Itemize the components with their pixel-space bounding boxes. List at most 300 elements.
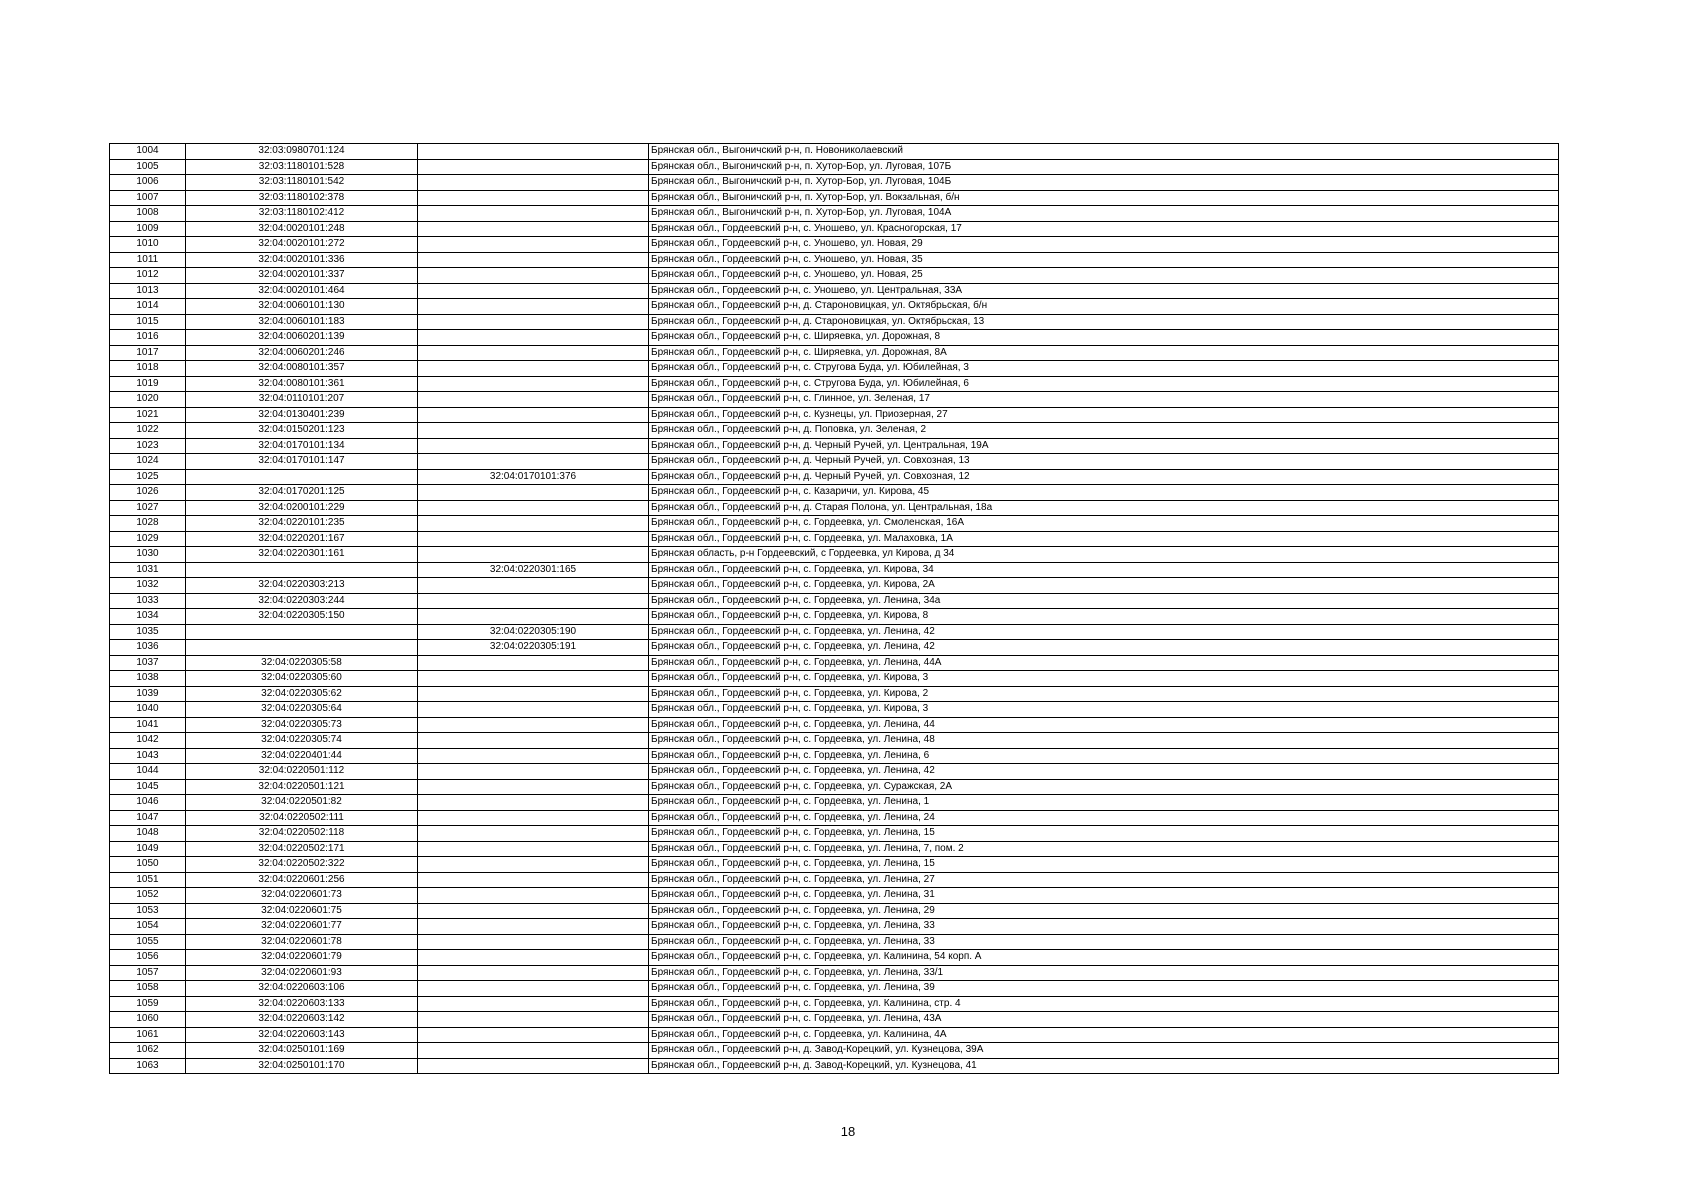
- table-row: [110, 454, 1559, 470]
- address-cell: Брянская обл., Гордеевский р-н, с. Стругова Буда, ул. Юбилейная, 3: [649, 361, 1559, 377]
- row-number-cell: 1053: [110, 903, 186, 919]
- address-cell: Брянская обл., Гордеевский р-н, с. Гордеевка, ул. Кирова, 3: [649, 702, 1559, 718]
- table-row: [110, 888, 1559, 904]
- address-cell: Брянская обл., Гордеевский р-н, с. Гордеевка, ул. Ленина, 7, пом. 2: [649, 841, 1559, 857]
- table-row: [110, 857, 1559, 873]
- table-row: [110, 345, 1559, 361]
- secondary-cadastral-number-cell: [418, 314, 649, 330]
- table-row: [110, 795, 1559, 811]
- table-row: [110, 144, 1559, 160]
- cadastral-number-cell: 32:04:0220603:142: [186, 1012, 418, 1028]
- address-cell: Брянская обл., Гордеевский р-н, с. Гордеевка, ул. Ленина, 24: [649, 810, 1559, 826]
- address-cell: Брянская обл., Гордеевский р-н, с. Уношево, ул. Красногорская, 17: [649, 221, 1559, 237]
- row-number-cell: 1012: [110, 268, 186, 284]
- address-cell: Брянская обл., Гордеевский р-н, с. Гордеевка, ул. Кирова, 2: [649, 686, 1559, 702]
- address-cell: Брянская обл., Выгоничский р-н, п. Хутор-Бор, ул. Луговая, 104А: [649, 206, 1559, 222]
- table-row: [110, 764, 1559, 780]
- secondary-cadastral-number-cell: [418, 872, 649, 888]
- secondary-cadastral-number-cell: [418, 764, 649, 780]
- address-cell: Брянская обл., Гордеевский р-н, д. Староновицкая, ул. Октябрьская, б/н: [649, 299, 1559, 315]
- table-row: [110, 593, 1559, 609]
- address-cell: Брянская обл., Гордеевский р-н, с. Гордеевка, ул. Малаховка, 1А: [649, 531, 1559, 547]
- table-row: [110, 671, 1559, 687]
- cadastral-number-cell: 32:04:0080101:357: [186, 361, 418, 377]
- address-cell: Брянская обл., Гордеевский р-н, с. Гордеевка, ул. Ленина, 33: [649, 919, 1559, 935]
- row-number-cell: 1017: [110, 345, 186, 361]
- table-row: [110, 702, 1559, 718]
- secondary-cadastral-number-cell: [418, 252, 649, 268]
- table-row: [110, 640, 1559, 656]
- row-number-cell: 1051: [110, 872, 186, 888]
- cadastral-number-cell: 32:04:0220305:73: [186, 717, 418, 733]
- table-row: [110, 469, 1559, 485]
- cadastral-number-cell: 32:04:0080101:361: [186, 376, 418, 392]
- address-cell: Брянская обл., Гордеевский р-н, с. Гордеевка, ул. Ленина, 33: [649, 934, 1559, 950]
- address-cell: Брянская обл., Гордеевский р-н, с. Стругова Буда, ул. Юбилейная, 6: [649, 376, 1559, 392]
- row-number-cell: 1057: [110, 965, 186, 981]
- cadastral-number-cell: 32:04:0020101:336: [186, 252, 418, 268]
- row-number-cell: 1026: [110, 485, 186, 501]
- table-row: [110, 175, 1559, 191]
- row-number-cell: 1044: [110, 764, 186, 780]
- table-row: [110, 423, 1559, 439]
- row-number-cell: 1015: [110, 314, 186, 330]
- address-cell: Брянская область, р-н Гордеевский, с Гордеевка, ул Кирова, д 34: [649, 547, 1559, 563]
- table-row: [110, 826, 1559, 842]
- table-row: [110, 252, 1559, 268]
- secondary-cadastral-number-cell: 32:04:0170101:376: [418, 469, 649, 485]
- secondary-cadastral-number-cell: [418, 1043, 649, 1059]
- address-cell: Брянская обл., Гордеевский р-н, с. Ширяевка, ул. Дорожная, 8: [649, 330, 1559, 346]
- cadastral-number-cell: 32:04:0220601:256: [186, 872, 418, 888]
- secondary-cadastral-number-cell: [418, 655, 649, 671]
- secondary-cadastral-number-cell: [418, 299, 649, 315]
- secondary-cadastral-number-cell: [418, 779, 649, 795]
- row-number-cell: 1034: [110, 609, 186, 625]
- cadastral-number-cell: 32:04:0060201:139: [186, 330, 418, 346]
- secondary-cadastral-number-cell: [418, 221, 649, 237]
- secondary-cadastral-number-cell: [418, 857, 649, 873]
- row-number-cell: 1042: [110, 733, 186, 749]
- row-number-cell: 1040: [110, 702, 186, 718]
- row-number-cell: 1028: [110, 516, 186, 532]
- row-number-cell: 1038: [110, 671, 186, 687]
- address-cell: Брянская обл., Гордеевский р-н, с. Гордеевка, ул. Кирова, 3: [649, 671, 1559, 687]
- table-row: [110, 206, 1559, 222]
- row-number-cell: 1030: [110, 547, 186, 563]
- cadastral-number-cell: 32:04:0220401:44: [186, 748, 418, 764]
- secondary-cadastral-number-cell: [418, 981, 649, 997]
- row-number-cell: 1031: [110, 562, 186, 578]
- cadastral-number-cell: 32:04:0220601:93: [186, 965, 418, 981]
- row-number-cell: 1023: [110, 438, 186, 454]
- cadastral-number-cell: 32:03:1180101:542: [186, 175, 418, 191]
- row-number-cell: 1007: [110, 190, 186, 206]
- cadastral-number-cell: 32:04:0220501:121: [186, 779, 418, 795]
- row-number-cell: 1035: [110, 624, 186, 640]
- cadastral-number-cell: 32:04:0020101:464: [186, 283, 418, 299]
- secondary-cadastral-number-cell: [418, 888, 649, 904]
- cadastral-number-cell: 32:04:0220502:322: [186, 857, 418, 873]
- cadastral-number-cell: [186, 562, 418, 578]
- cadastral-number-cell: 32:04:0220305:150: [186, 609, 418, 625]
- address-cell: Брянская обл., Выгоничский р-н, п. Хутор-Бор, ул. Луговая, 107Б: [649, 159, 1559, 175]
- secondary-cadastral-number-cell: [418, 438, 649, 454]
- address-cell: Брянская обл., Гордеевский р-н, с. Гордеевка, ул. Ленина, 6: [649, 748, 1559, 764]
- row-number-cell: 1008: [110, 206, 186, 222]
- table-row: [110, 159, 1559, 175]
- cadastral-number-cell: 32:04:0220601:73: [186, 888, 418, 904]
- table-row: [110, 733, 1559, 749]
- table-row: [110, 655, 1559, 671]
- row-number-cell: 1063: [110, 1058, 186, 1074]
- table-row: [110, 299, 1559, 315]
- row-number-cell: 1033: [110, 593, 186, 609]
- cadastral-number-cell: 32:04:0220305:58: [186, 655, 418, 671]
- property-register-table: [109, 143, 1559, 1074]
- row-number-cell: 1020: [110, 392, 186, 408]
- address-cell: Брянская обл., Гордеевский р-н, с. Гордеевка, ул. Ленина, 1: [649, 795, 1559, 811]
- address-cell: Брянская обл., Выгоничский р-н, п. Новониколаевский: [649, 144, 1559, 160]
- row-number-cell: 1016: [110, 330, 186, 346]
- row-number-cell: 1024: [110, 454, 186, 470]
- address-cell: Брянская обл., Гордеевский р-н, с. Гордеевка, ул. Калинина, стр. 4: [649, 996, 1559, 1012]
- cadastral-number-cell: [186, 624, 418, 640]
- row-number-cell: 1060: [110, 1012, 186, 1028]
- secondary-cadastral-number-cell: [418, 500, 649, 516]
- cadastral-number-cell: 32:04:0110101:207: [186, 392, 418, 408]
- row-number-cell: 1056: [110, 950, 186, 966]
- secondary-cadastral-number-cell: [418, 283, 649, 299]
- row-number-cell: 1047: [110, 810, 186, 826]
- table-row: [110, 981, 1559, 997]
- row-number-cell: 1039: [110, 686, 186, 702]
- secondary-cadastral-number-cell: [418, 702, 649, 718]
- address-cell: Брянская обл., Гордеевский р-н, с. Гордеевка, ул. Ленина, 34а: [649, 593, 1559, 609]
- cadastral-number-cell: 32:04:0220601:79: [186, 950, 418, 966]
- row-number-cell: 1041: [110, 717, 186, 733]
- row-number-cell: 1059: [110, 996, 186, 1012]
- row-number-cell: 1004: [110, 144, 186, 160]
- secondary-cadastral-number-cell: [418, 237, 649, 253]
- table-row: [110, 392, 1559, 408]
- table-row: [110, 1027, 1559, 1043]
- cadastral-number-cell: 32:04:0220305:62: [186, 686, 418, 702]
- address-cell: Брянская обл., Гордеевский р-н, с. Гордеевка, ул. Ленина, 15: [649, 857, 1559, 873]
- register-table-body: [110, 144, 1559, 1074]
- table-row: [110, 919, 1559, 935]
- address-cell: Брянская обл., Гордеевский р-н, с. Казаричи, ул. Кирова, 45: [649, 485, 1559, 501]
- cadastral-number-cell: 32:04:0130401:239: [186, 407, 418, 423]
- row-number-cell: 1011: [110, 252, 186, 268]
- cadastral-number-cell: 32:03:1180102:412: [186, 206, 418, 222]
- page-number: 18: [840, 1124, 856, 1139]
- cadastral-number-cell: 32:04:0220303:213: [186, 578, 418, 594]
- address-cell: Брянская обл., Гордеевский р-н, с. Гордеевка, ул. Смоленская, 16А: [649, 516, 1559, 532]
- secondary-cadastral-number-cell: [418, 531, 649, 547]
- secondary-cadastral-number-cell: [418, 159, 649, 175]
- cadastral-number-cell: 32:04:0220502:118: [186, 826, 418, 842]
- address-cell: Брянская обл., Гордеевский р-н, с. Гордеевка, ул. Суражская, 2А: [649, 779, 1559, 795]
- address-cell: Брянская обл., Гордеевский р-н, д. Черный Ручей, ул. Совхозная, 12: [649, 469, 1559, 485]
- secondary-cadastral-number-cell: [418, 996, 649, 1012]
- cadastral-number-cell: 32:04:0220603:133: [186, 996, 418, 1012]
- row-number-cell: 1043: [110, 748, 186, 764]
- cadastral-number-cell: 32:04:0220303:244: [186, 593, 418, 609]
- row-number-cell: 1055: [110, 934, 186, 950]
- row-number-cell: 1050: [110, 857, 186, 873]
- address-cell: Брянская обл., Гордеевский р-н, с. Уношево, ул. Новая, 35: [649, 252, 1559, 268]
- secondary-cadastral-number-cell: [418, 144, 649, 160]
- secondary-cadastral-number-cell: [418, 795, 649, 811]
- secondary-cadastral-number-cell: 32:04:0220305:191: [418, 640, 649, 656]
- row-number-cell: 1062: [110, 1043, 186, 1059]
- table-row: [110, 950, 1559, 966]
- cadastral-number-cell: 32:04:0220305:64: [186, 702, 418, 718]
- address-cell: Брянская обл., Гордеевский р-н, с. Гордеевка, ул. Кирова, 8: [649, 609, 1559, 625]
- secondary-cadastral-number-cell: [418, 578, 649, 594]
- secondary-cadastral-number-cell: [418, 330, 649, 346]
- address-cell: Брянская обл., Гордеевский р-н, с. Гордеевка, ул. Кирова, 34: [649, 562, 1559, 578]
- secondary-cadastral-number-cell: [418, 903, 649, 919]
- cadastral-number-cell: 32:04:0060101:130: [186, 299, 418, 315]
- table-row: [110, 330, 1559, 346]
- cadastral-number-cell: 32:04:0220305:74: [186, 733, 418, 749]
- secondary-cadastral-number-cell: [418, 268, 649, 284]
- cadastral-number-cell: 32:04:0220601:75: [186, 903, 418, 919]
- cadastral-number-cell: 32:04:0220603:106: [186, 981, 418, 997]
- address-cell: Брянская обл., Гордеевский р-н, д. Черный Ручей, ул. Центральная, 19А: [649, 438, 1559, 454]
- cadastral-number-cell: 32:04:0170101:147: [186, 454, 418, 470]
- table-row: [110, 996, 1559, 1012]
- cadastral-number-cell: 32:04:0150201:123: [186, 423, 418, 439]
- secondary-cadastral-number-cell: [418, 547, 649, 563]
- secondary-cadastral-number-cell: [418, 934, 649, 950]
- secondary-cadastral-number-cell: [418, 206, 649, 222]
- secondary-cadastral-number-cell: [418, 733, 649, 749]
- secondary-cadastral-number-cell: [418, 454, 649, 470]
- address-cell: Брянская обл., Гордеевский р-н, д. Старая Полона, ул. Центральная, 18а: [649, 500, 1559, 516]
- cadastral-number-cell: [186, 640, 418, 656]
- secondary-cadastral-number-cell: [418, 175, 649, 191]
- cadastral-number-cell: 32:04:0060101:183: [186, 314, 418, 330]
- row-number-cell: 1021: [110, 407, 186, 423]
- secondary-cadastral-number-cell: [418, 810, 649, 826]
- secondary-cadastral-number-cell: [418, 361, 649, 377]
- table-row: [110, 748, 1559, 764]
- address-cell: Брянская обл., Гордеевский р-н, с. Гордеевка, ул. Ленина, 31: [649, 888, 1559, 904]
- cadastral-number-cell: 32:04:0220502:111: [186, 810, 418, 826]
- secondary-cadastral-number-cell: [418, 686, 649, 702]
- row-number-cell: 1054: [110, 919, 186, 935]
- row-number-cell: 1005: [110, 159, 186, 175]
- table-row: [110, 609, 1559, 625]
- cadastral-number-cell: 32:04:0250101:169: [186, 1043, 418, 1059]
- table-row: [110, 841, 1559, 857]
- cadastral-number-cell: 32:04:0220501:82: [186, 795, 418, 811]
- table-row: [110, 934, 1559, 950]
- table-row: [110, 562, 1559, 578]
- cadastral-number-cell: 32:04:0220101:235: [186, 516, 418, 532]
- cadastral-number-cell: [186, 469, 418, 485]
- table-row: [110, 1058, 1559, 1074]
- cadastral-number-cell: 32:04:0170101:134: [186, 438, 418, 454]
- table-row: [110, 779, 1559, 795]
- table-row: [110, 903, 1559, 919]
- row-number-cell: 1009: [110, 221, 186, 237]
- row-number-cell: 1006: [110, 175, 186, 191]
- cadastral-number-cell: 32:04:0220201:167: [186, 531, 418, 547]
- table-row: [110, 407, 1559, 423]
- table-row: [110, 361, 1559, 377]
- cadastral-number-cell: 32:04:0220601:78: [186, 934, 418, 950]
- cadastral-number-cell: 32:04:0020101:272: [186, 237, 418, 253]
- cadastral-number-cell: 32:04:0020101:337: [186, 268, 418, 284]
- row-number-cell: 1048: [110, 826, 186, 842]
- cadastral-number-cell: 32:03:1180102:378: [186, 190, 418, 206]
- cadastral-number-cell: 32:04:0220502:171: [186, 841, 418, 857]
- secondary-cadastral-number-cell: [418, 965, 649, 981]
- address-cell: Брянская обл., Гордеевский р-н, с. Кузнецы, ул. Приозерная, 27: [649, 407, 1559, 423]
- secondary-cadastral-number-cell: [418, 841, 649, 857]
- table-row: [110, 686, 1559, 702]
- table-row: [110, 500, 1559, 516]
- secondary-cadastral-number-cell: [418, 671, 649, 687]
- row-number-cell: 1014: [110, 299, 186, 315]
- address-cell: Брянская обл., Гордеевский р-н, с. Гордеевка, ул. Ленина, 42: [649, 640, 1559, 656]
- address-cell: Брянская обл., Гордеевский р-н, с. Гордеевка, ул. Кирова, 2А: [649, 578, 1559, 594]
- secondary-cadastral-number-cell: [418, 376, 649, 392]
- table-row: [110, 965, 1559, 981]
- row-number-cell: 1058: [110, 981, 186, 997]
- address-cell: Брянская обл., Гордеевский р-н, с. Уношево, ул. Новая, 29: [649, 237, 1559, 253]
- address-cell: Брянская обл., Гордеевский р-н, д. Староновицкая, ул. Октябрьская, 13: [649, 314, 1559, 330]
- cadastral-number-cell: 32:03:1180101:528: [186, 159, 418, 175]
- secondary-cadastral-number-cell: [418, 593, 649, 609]
- address-cell: Брянская обл., Гордеевский р-н, д. Черный Ручей, ул. Совхозная, 13: [649, 454, 1559, 470]
- table-row: [110, 810, 1559, 826]
- address-cell: Брянская обл., Гордеевский р-н, с. Гордеевка, ул. Ленина, 42: [649, 764, 1559, 780]
- cadastral-number-cell: 32:04:0220601:77: [186, 919, 418, 935]
- cadastral-number-cell: 32:03:0980701:124: [186, 144, 418, 160]
- address-cell: Брянская обл., Гордеевский р-н, с. Глинное, ул. Зеленая, 17: [649, 392, 1559, 408]
- row-number-cell: 1045: [110, 779, 186, 795]
- table-row: [110, 547, 1559, 563]
- row-number-cell: 1010: [110, 237, 186, 253]
- address-cell: Брянская обл., Гордеевский р-н, с. Гордеевка, ул. Ленина, 48: [649, 733, 1559, 749]
- secondary-cadastral-number-cell: [418, 423, 649, 439]
- cadastral-number-cell: 32:04:0220501:112: [186, 764, 418, 780]
- row-number-cell: 1061: [110, 1027, 186, 1043]
- table-row: [110, 283, 1559, 299]
- address-cell: Брянская обл., Гордеевский р-н, с. Гордеевка, ул. Ленина, 44: [649, 717, 1559, 733]
- table-row: [110, 268, 1559, 284]
- address-cell: Брянская обл., Гордеевский р-н, с. Гордеевка, ул. Ленина, 43А: [649, 1012, 1559, 1028]
- secondary-cadastral-number-cell: [418, 345, 649, 361]
- table-row: [110, 237, 1559, 253]
- cadastral-number-cell: 32:04:0250101:170: [186, 1058, 418, 1074]
- row-number-cell: 1022: [110, 423, 186, 439]
- row-number-cell: 1037: [110, 655, 186, 671]
- row-number-cell: 1032: [110, 578, 186, 594]
- cadastral-number-cell: 32:04:0220301:161: [186, 547, 418, 563]
- table-row: [110, 1012, 1559, 1028]
- row-number-cell: 1019: [110, 376, 186, 392]
- address-cell: Брянская обл., Гордеевский р-н, с. Гордеевка, ул. Ленина, 39: [649, 981, 1559, 997]
- address-cell: Брянская обл., Гордеевский р-н, д. Завод-Корецкий, ул. Кузнецова, 39А: [649, 1043, 1559, 1059]
- secondary-cadastral-number-cell: 32:04:0220301:165: [418, 562, 649, 578]
- address-cell: Брянская обл., Гордеевский р-н, с. Гордеевка, ул. Ленина, 33/1: [649, 965, 1559, 981]
- secondary-cadastral-number-cell: [418, 1012, 649, 1028]
- cadastral-number-cell: 32:04:0060201:246: [186, 345, 418, 361]
- secondary-cadastral-number-cell: [418, 516, 649, 532]
- secondary-cadastral-number-cell: [418, 485, 649, 501]
- table-row: [110, 1043, 1559, 1059]
- row-number-cell: 1036: [110, 640, 186, 656]
- secondary-cadastral-number-cell: [418, 919, 649, 935]
- address-cell: Брянская обл., Гордеевский р-н, с. Гордеевка, ул. Калинина, 54 корп. А: [649, 950, 1559, 966]
- row-number-cell: 1013: [110, 283, 186, 299]
- table-row: [110, 578, 1559, 594]
- table-row: [110, 531, 1559, 547]
- address-cell: Брянская обл., Гордеевский р-н, с. Гордеевка, ул. Ленина, 15: [649, 826, 1559, 842]
- secondary-cadastral-number-cell: [418, 950, 649, 966]
- secondary-cadastral-number-cell: [418, 190, 649, 206]
- secondary-cadastral-number-cell: [418, 392, 649, 408]
- table-row: [110, 314, 1559, 330]
- address-cell: Брянская обл., Выгоничский р-н, п. Хутор-Бор, ул. Вокзальная, б/н: [649, 190, 1559, 206]
- table-row: [110, 624, 1559, 640]
- secondary-cadastral-number-cell: [418, 826, 649, 842]
- address-cell: Брянская обл., Гордеевский р-н, с. Гордеевка, ул. Ленина, 42: [649, 624, 1559, 640]
- table-row: [110, 516, 1559, 532]
- address-cell: Брянская обл., Гордеевский р-н, с. Гордеевка, ул. Калинина, 4А: [649, 1027, 1559, 1043]
- secondary-cadastral-number-cell: [418, 1058, 649, 1074]
- row-number-cell: 1029: [110, 531, 186, 547]
- table-row: [110, 872, 1559, 888]
- address-cell: Брянская обл., Гордеевский р-н, д. Завод-Корецкий, ул. Кузнецова, 41: [649, 1058, 1559, 1074]
- cadastral-number-cell: 32:04:0220305:60: [186, 671, 418, 687]
- row-number-cell: 1018: [110, 361, 186, 377]
- address-cell: Брянская обл., Гордеевский р-н, с. Уношево, ул. Центральная, 33А: [649, 283, 1559, 299]
- table-row: [110, 190, 1559, 206]
- row-number-cell: 1052: [110, 888, 186, 904]
- row-number-cell: 1027: [110, 500, 186, 516]
- secondary-cadastral-number-cell: [418, 407, 649, 423]
- cadastral-number-cell: 32:04:0220603:143: [186, 1027, 418, 1043]
- secondary-cadastral-number-cell: [418, 748, 649, 764]
- address-cell: Брянская обл., Гордеевский р-н, д. Поповка, ул. Зеленая, 2: [649, 423, 1559, 439]
- table-row: [110, 376, 1559, 392]
- address-cell: Брянская обл., Гордеевский р-н, с. Гордеевка, ул. Ленина, 44А: [649, 655, 1559, 671]
- secondary-cadastral-number-cell: [418, 609, 649, 625]
- address-cell: Брянская обл., Гордеевский р-н, с. Гордеевка, ул. Ленина, 29: [649, 903, 1559, 919]
- address-cell: Брянская обл., Гордеевский р-н, с. Уношево, ул. Новая, 25: [649, 268, 1559, 284]
- table-row: [110, 717, 1559, 733]
- row-number-cell: 1046: [110, 795, 186, 811]
- secondary-cadastral-number-cell: [418, 717, 649, 733]
- address-cell: Брянская обл., Гордеевский р-н, с. Ширяевка, ул. Дорожная, 8А: [649, 345, 1559, 361]
- row-number-cell: 1025: [110, 469, 186, 485]
- address-cell: Брянская обл., Гордеевский р-н, с. Гордеевка, ул. Ленина, 27: [649, 872, 1559, 888]
- secondary-cadastral-number-cell: 32:04:0220305:190: [418, 624, 649, 640]
- cadastral-number-cell: 32:04:0170201:125: [186, 485, 418, 501]
- cadastral-number-cell: 32:04:0020101:248: [186, 221, 418, 237]
- row-number-cell: 1049: [110, 841, 186, 857]
- table-row: [110, 438, 1559, 454]
- table-row: [110, 485, 1559, 501]
- secondary-cadastral-number-cell: [418, 1027, 649, 1043]
